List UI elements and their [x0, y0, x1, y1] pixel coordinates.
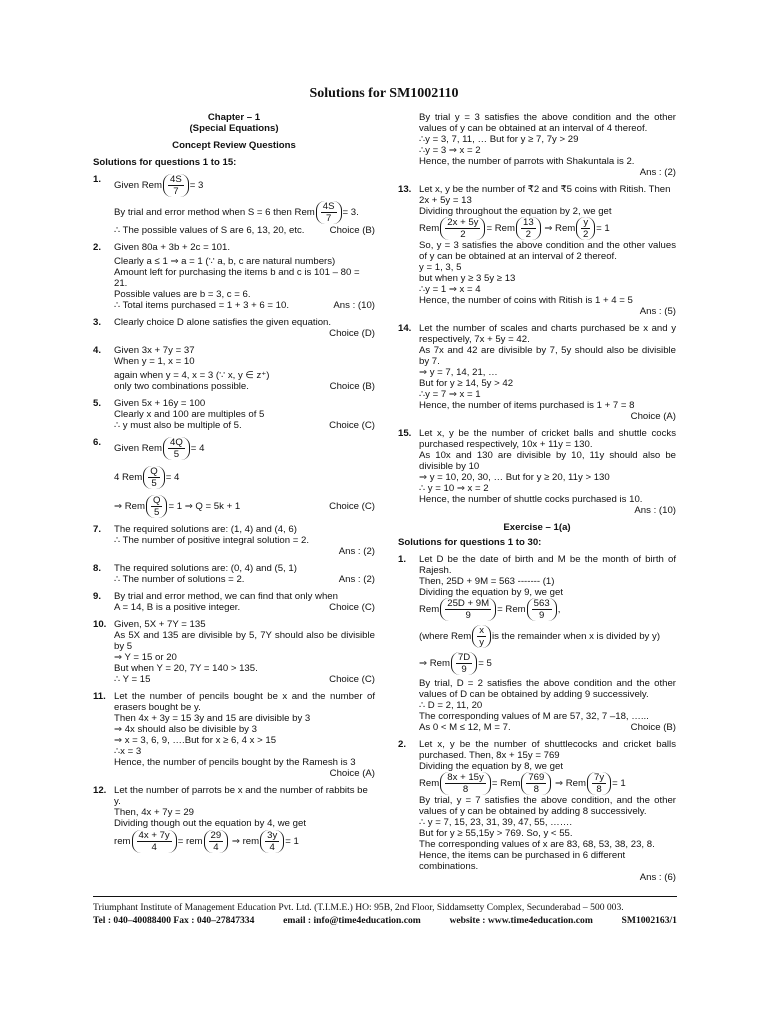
answer-label: Ans : (5) — [639, 306, 676, 317]
solution-item — [93, 437, 375, 518]
solution-number: 10. — [93, 619, 107, 630]
text-line: Then, 25D + 9M = 563 ------- (1) — [419, 576, 555, 587]
choice-label: Choice (C) — [329, 674, 375, 685]
choice-label: Choice (A) — [630, 411, 676, 422]
solution-number: 6. — [93, 437, 102, 448]
text-line: ∴ y must also be multiple of 5. — [114, 420, 242, 431]
text-line: Let x, y be the number of cricket balls and shuttle cocks purchased respectively, 10x + 11y = 130. — [419, 428, 676, 450]
solution-number: 7. — [93, 524, 102, 535]
answer-label: Ans : (10) — [634, 505, 676, 516]
exercise-heading: Exercise – 1(a) — [503, 522, 571, 533]
text-line: Given, 5X + 7Y = 135 — [114, 619, 206, 630]
text-line: ∴ y = 7, 15, 23, 31, 39, 47, 55, ……. — [419, 817, 573, 828]
text-line: ∴y = 3, 7, 11, … But for y ≥ 7, 7y > 29 — [419, 134, 579, 145]
text-line: ∴ D = 2, 11, 20 — [419, 700, 483, 711]
footer-code: SM1002163/1 — [621, 915, 677, 926]
text-line: So, y = 3 satisfies the above condition and the other values of y can be obtained at an interval of 2 thereof. — [419, 240, 676, 262]
answer-label: Ans : (6) — [639, 872, 676, 883]
text-line: The required solutions are: (1, 4) and (4, 6) — [114, 524, 297, 535]
solution-item — [93, 591, 375, 613]
text-line: Let the number of pencils bought be x and the number of erasers bought be y. — [114, 691, 375, 713]
solution-item — [93, 785, 375, 853]
choice-label: Choice (C) — [329, 501, 375, 512]
solution-item-continued — [398, 112, 676, 178]
text-line: Given 5x + 16y = 100 — [114, 398, 206, 409]
equation-line: ⇒ Rem $\frac{7D}{9}$ = 5 — [419, 652, 492, 675]
choice-label: Choice (B) — [630, 722, 676, 733]
footer-website: website : www.time4education.com — [449, 915, 593, 926]
text-line: ∴ The possible values of S are 6, 13, 20, etc. — [114, 225, 305, 236]
equation-line: Rem $\frac{2x + 5y}{2}$ = Rem $\frac{13}{2}$ ⇒ Rem $\frac{y}{2}$ = 1 — [419, 217, 610, 240]
solution-number: 15. — [398, 428, 412, 439]
footer-tel: Tel : 040–40088400 Fax : 040–27847334 — [93, 915, 255, 926]
left-column — [93, 112, 375, 853]
text-line: Hence, the number of coins with Ritish is 1 + 4 = 5 — [419, 295, 633, 306]
text-line: Hence, the items can be purchased in 6 different combinations. — [419, 850, 626, 872]
text-line: The corresponding values of x are 83, 68, 53, 38, 23, 8. — [419, 839, 655, 850]
text-line: Hence, the number of items purchased is 1 + 7 = 8 — [419, 400, 635, 411]
text-line: Let D be the date of birth and M be the month of birth of Rajesh. — [419, 554, 676, 576]
choice-label: Choice (A) — [329, 768, 375, 779]
choice-label: Choice (B) — [329, 225, 375, 236]
solution-item — [398, 739, 676, 883]
text-line: ⇒ 4x should also be divisible by 3 — [114, 724, 257, 735]
solution-number: 12. — [93, 785, 107, 796]
solution-number: 2. — [398, 739, 407, 750]
solution-number: 3. — [93, 317, 102, 328]
text-line: ∴ The number of positive integral solution = 2. — [114, 535, 309, 546]
text-line: Dividing the equation by 8, we get — [419, 761, 563, 772]
solution-number: 14. — [398, 323, 412, 334]
text-line: The required solutions are: (0, 4) and (5, 1) — [114, 563, 297, 574]
text-line: ⇒ y = 7, 14, 21, … — [419, 367, 498, 378]
choice-label: Choice (C) — [329, 420, 375, 431]
text-line: ∴y = 7 ⇒ x = 1 — [419, 389, 481, 400]
exercise-solutions-heading: Solutions for questions 1 to 30: — [398, 537, 542, 548]
text-line: By trial y = 3 satisfies the above condition and the other values of y can be obtained at an interval of 4 thereof. — [419, 112, 676, 134]
text-line: ⇒ x = 3, 6, 9, ….But for x ≥ 6, 4 x > 15 — [114, 735, 277, 746]
solution-number: 8. — [93, 563, 102, 574]
text-line: The corresponding values of M are 57, 32, 7 –18, …... — [419, 711, 649, 722]
text-line: Dividing the equation by 9, we get — [419, 587, 563, 598]
text-line: only two combinations possible. — [114, 381, 249, 392]
text-line: Given 80a + 3b + 2c = 101. — [114, 242, 231, 253]
solution-item — [398, 323, 676, 422]
right-column — [398, 112, 676, 883]
text-line: 2x + 5y = 13 — [419, 195, 472, 206]
solution-item — [93, 345, 375, 392]
solution-item — [93, 398, 375, 431]
solution-number: 4. — [93, 345, 102, 356]
text-line: ∴y = 1 ⇒ x = 4 — [419, 284, 481, 295]
text-line: As 7x and 42 are divisible by 7, 5y should also be divisible by 7. — [419, 345, 676, 367]
text-line: Then, 4x + 7y = 29 — [114, 807, 195, 818]
footer-institute-line: Triumphant Institute of Management Education Pvt. Ltd. (T.I.M.E.) HO: 95B, 2nd Floor, Siddamsetty Complex, Secunderabad – 500 003. — [93, 902, 624, 913]
solution-item — [93, 619, 375, 685]
concept-review-heading: Concept Review Questions — [172, 140, 296, 151]
text-line: Clearly x and 100 are multiples of 5 — [114, 409, 265, 420]
solution-item — [93, 524, 375, 557]
text-line: ∴y = 3 ⇒ x = 2 — [419, 145, 481, 156]
text-line: y = 1, 3, 5 — [419, 262, 462, 273]
equation-line: (where Rem $\frac{x}{y}$ is the remainder when x is divided by y) — [419, 625, 661, 648]
choice-label: Choice (D) — [329, 328, 375, 339]
equation-line: By trial and error method when S = 6 then Rem $\frac{4S}{7}$ = 3. — [114, 201, 359, 224]
equation-line: ⇒ Rem $\frac{Q}{5}$ = 1 ⇒ Q = 5k + 1 — [114, 495, 241, 518]
choice-label: Choice (C) — [329, 602, 375, 613]
text-line: By trial, y = 7 satisfies the above condition, and the other values of y can be obtained by adding 8 successively. — [419, 795, 676, 817]
text-line: By trial, D = 2 satisfies the above condition and the other values of D can be obtained by adding 9 successively. — [419, 678, 676, 700]
text-line: Amount left for purchasing the items b and c is 101 – 80 = 21. — [114, 267, 360, 289]
solution-number: 2. — [93, 242, 102, 253]
text-line: ⇒ y = 10, 20, 30, … But for y ≥ 20, 11y > 130 — [419, 472, 610, 483]
chapter-heading: Chapter – 1 — [207, 112, 261, 123]
choice-label: Choice (B) — [329, 381, 375, 392]
text-line: ⇒ Y = 15 or 20 — [114, 652, 177, 663]
equation-line: Rem $\frac{8x + 15y}{8}$ = Rem $\frac{769}{8}$ ⇒ Rem $\frac{7y}{8}$ = 1 — [419, 772, 626, 795]
text-line: Let x, y be the number of shuttlecocks and cricket balls purchased. Then, 8x + 15y = 769 — [419, 739, 676, 761]
text-line: ∴ The number of solutions = 2. — [114, 574, 245, 585]
text-line: But when Y = 20, 7Y = 140 > 135. — [114, 663, 258, 674]
text-line: Hence, the number of shuttle cocks purchased is 10. — [419, 494, 643, 505]
solution-item — [398, 184, 676, 317]
equation-line: Given Rem $\frac{4Q}{5}$ = 4 — [114, 437, 205, 460]
solution-item — [398, 554, 676, 733]
chapter-subheading: (Special Equations) — [189, 123, 279, 134]
text-line: But for y ≥ 14, 5y > 42 — [419, 378, 514, 389]
equation-line: Rem $\frac{25D + 9M}{9}$ = Rem $\frac{563}{9}$ , — [419, 598, 561, 621]
page-footer — [93, 896, 677, 927]
text-line: But for y ≥ 55,15y > 769. So, y < 55. — [419, 828, 573, 839]
answer-label: Ans : (10) — [333, 300, 375, 311]
solution-number: 13. — [398, 184, 412, 195]
solution-item — [93, 174, 375, 236]
page-title: Solutions for SM1002110 — [309, 86, 459, 101]
text-line: ∴ Y = 15 — [114, 674, 151, 685]
footer-email: email : info@time4education.com — [283, 915, 421, 926]
text-line: Dividing though out the equation by 4, we get — [114, 818, 307, 829]
text-line: Possible values are b = 3, c = 6. — [114, 289, 251, 300]
text-line: Given 3x + 7y = 37 — [114, 345, 195, 356]
text-line: Hence, the number of parrots with Shakuntala is 2. — [419, 156, 635, 167]
solution-number: 1. — [93, 174, 102, 185]
text-line: As 10x and 130 are divisible by 10, 11y should also be divisible by 10 — [419, 450, 676, 472]
text-line: Then 4x + 3y = 15 3y and 15 are divisible by 3 — [114, 713, 311, 724]
solution-number: 11. — [93, 691, 106, 702]
text-line: Hence, the number of pencils bought by the Ramesh is 3 — [114, 757, 356, 768]
solution-number: 9. — [93, 591, 102, 602]
text-line: but when y ≥ 3 5y ≥ 13 — [419, 273, 516, 284]
text-line: By trial and error method, we can find that only when — [114, 591, 338, 602]
equation-line: Given Rem $\frac{4S}{7}$ = 3 — [114, 174, 204, 197]
text-line: As 0 < M ≤ 12, M = 7. — [419, 722, 511, 733]
solution-item — [93, 242, 375, 311]
text-line: ∴ Total items purchased = 1 + 3 + 6 = 10. — [114, 300, 289, 311]
equation-line: 4 Rem $\frac{Q}{5}$ = 4 — [114, 466, 180, 489]
text-line: Let the number of scales and charts purchased be x and y respectively, 7x + 5y = 42. — [419, 323, 676, 345]
text-line: Clearly choice D alone satisfies the given equation. — [114, 317, 332, 328]
text-line: A = 14, B is a positive integer. — [114, 602, 241, 613]
text-line: Clearly a ≤ 1 ⇒ a = 1 (∵ a, b, c are natural numbers) — [114, 256, 336, 267]
text-line: Dividing throughout the equation by 2, we get — [419, 206, 612, 217]
solution-item — [93, 691, 375, 779]
text-line: Let the number of parrots be x and the number of rabbits be y. — [114, 785, 368, 807]
text-line: When y = 1, x = 10 — [114, 356, 195, 367]
equation-line: rem $\frac{4x + 7y}{4}$ = rem $\frac{29}{4}$ ⇒ rem $\frac{3y}{4}$ = 1 — [114, 830, 299, 853]
solution-item — [93, 563, 375, 585]
answer-label: Ans : (2) — [338, 546, 375, 557]
solutions-heading: Solutions for questions 1 to 15: — [93, 157, 237, 168]
text-line: As 5X and 135 are divisible by 5, 7Y should also be divisible by 5 — [114, 630, 375, 652]
solution-number: 5. — [93, 398, 102, 409]
solution-item — [398, 428, 676, 516]
text-line: ∴ y = 10 ⇒ x = 2 — [419, 483, 489, 494]
text-line: ∴x = 3 — [114, 746, 142, 757]
solution-number: 1. — [398, 554, 407, 565]
solution-item — [93, 317, 375, 339]
answer-label: Ans : (2) — [338, 574, 375, 585]
text-line: Let x, y be the number of ₹2 and ₹5 coins with Ritish. Then — [419, 184, 671, 195]
answer-label: Ans : (2) — [639, 167, 676, 178]
text-line: again when y = 4, x = 3 (∵ x, y ∈ z⁺) — [114, 370, 270, 381]
footer-contact-line — [93, 914, 677, 927]
